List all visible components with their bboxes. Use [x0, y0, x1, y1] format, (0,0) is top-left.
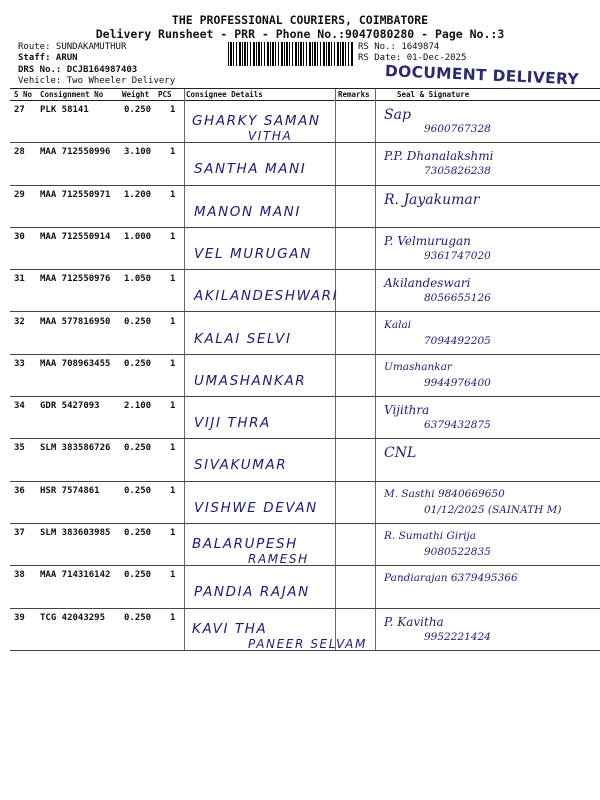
row-consignment-no: MAA 712550996 [40, 147, 111, 158]
row-signature: Kalai [384, 318, 412, 331]
row-signature-phone: 9944976400 [424, 376, 491, 389]
row-consignment-no: GDR 5427093 [40, 401, 100, 412]
row-pcs: 1 [170, 105, 176, 115]
table-row [0, 143, 600, 185]
row-signature-phone: 8056655126 [424, 292, 491, 305]
row-sno: 28 [14, 147, 25, 158]
row-consignee-name: UMASHANKAR [194, 372, 307, 389]
row-weight: 0.250 [124, 485, 152, 496]
row-weight: 0.250 [124, 105, 152, 115]
staff-label: Staff: ARUN [18, 53, 78, 63]
document-delivery-stamp: DOCUMENT DELIVERY [384, 62, 580, 89]
row-consignee-name-2: PANEER SELVAM [248, 636, 367, 651]
row-sno: 32 [14, 316, 25, 327]
col-sno: S No [14, 90, 33, 99]
table-row [0, 186, 600, 228]
row-pcs: 1 [170, 485, 176, 496]
row-divider [10, 650, 600, 651]
company-title: THE PROFESSIONAL COURIERS, COIMBATORE [171, 13, 429, 27]
row-signature: Vijithra [384, 403, 430, 418]
row-signature: P. Velmurugan [384, 233, 471, 248]
row-signature: R. Jayakumar [384, 191, 480, 208]
row-consignee-name: VISHWE DEVAN [194, 499, 318, 516]
row-consignment-no: MAA 577816950 [40, 316, 111, 327]
row-pcs: 1 [170, 316, 176, 327]
row-sno: 35 [14, 443, 25, 454]
table-row [0, 355, 600, 397]
row-consignment-no: SLM 383586726 [40, 443, 111, 454]
row-signature-phone: 9080522835 [424, 546, 491, 558]
row-weight: 1.200 [124, 189, 152, 200]
row-sno: 31 [14, 274, 25, 285]
row-consignee-name: BALARUPESH [192, 536, 298, 552]
row-weight: 1.050 [124, 274, 152, 285]
col-weight: Weight [122, 90, 150, 99]
row-signature: Umashankar [384, 360, 452, 373]
row-signature: P. Kavitha [384, 614, 444, 629]
row-weight: 0.250 [124, 443, 152, 454]
row-consignee-name: SIVAKUMAR [194, 457, 288, 474]
table-row [0, 101, 600, 143]
row-sno: 30 [14, 231, 25, 242]
row-consignee-name: MANON MANI [194, 203, 301, 220]
row-weight: 0.250 [124, 316, 152, 327]
table-row [0, 439, 600, 481]
row-consignment-no: SLM 383603985 [40, 528, 111, 538]
row-consignee-name: SANTHA MANI [194, 161, 307, 178]
row-signature: Sap [384, 107, 411, 123]
row-sno: 33 [14, 358, 25, 369]
row-signature-phone: 7094492205 [424, 334, 491, 347]
row-signature-phone: 7305826238 [424, 165, 491, 178]
row-signature-phone: 01/12/2025 (SAINATH M) [424, 503, 562, 516]
table-row [0, 566, 600, 608]
row-consignment-no: TCG 42043295 [40, 612, 106, 623]
row-consignee-name: PANDIA RAJAN [194, 584, 310, 601]
row-consignment-no: MAA 708963455 [40, 358, 111, 369]
row-sno: 39 [14, 612, 25, 623]
drs-number: DRS No.: DCJB164987403 [18, 65, 138, 75]
row-consignee-name: GHARKY SAMAN [192, 113, 321, 129]
table-row [0, 482, 600, 524]
col-pcs: PCS [158, 90, 172, 99]
row-signature: CNL [384, 445, 417, 462]
row-consignment-no: MAA 712550976 [40, 274, 111, 285]
row-pcs: 1 [170, 612, 176, 623]
row-weight: 2.100 [124, 401, 152, 412]
row-consignment-no: MAA 714316142 [40, 570, 111, 581]
row-sno: 36 [14, 485, 25, 496]
row-consignment-no: MAA 712550971 [40, 189, 111, 200]
row-signature-phone: 9361747020 [424, 249, 491, 262]
row-weight: 0.250 [124, 358, 152, 369]
row-pcs: 1 [170, 274, 176, 285]
row-sno: 29 [14, 189, 25, 200]
row-pcs: 1 [170, 231, 176, 242]
vehicle-label: Vehicle: Two Wheeler Delivery [18, 76, 176, 86]
row-weight: 0.250 [124, 570, 152, 581]
table-row [0, 270, 600, 312]
row-pcs: 1 [170, 570, 176, 581]
row-signature: M. Sasthi 9840669650 [384, 487, 505, 500]
col-consignment: Consignment No [40, 90, 104, 99]
row-signature: R. Sumathi Girija [384, 530, 477, 542]
row-pcs: 1 [170, 528, 176, 538]
table-row [0, 397, 600, 439]
row-weight: 0.250 [124, 612, 152, 623]
table-row [0, 609, 600, 651]
row-signature: Pandiarajan 6379495366 [384, 572, 518, 585]
row-pcs: 1 [170, 401, 176, 412]
row-consignee-name-2: VITHA [248, 129, 293, 143]
row-consignee-name: KALAI SELVI [194, 330, 292, 347]
runsheet-title: Delivery Runsheet - PRR - Phone No.:9047080280 - Page No.:3 [95, 27, 505, 41]
col-seal: Seal & Signature [397, 90, 470, 99]
row-signature: P.P. Dhanalakshmi [384, 149, 494, 164]
row-signature-phone: 9952221424 [424, 630, 491, 643]
rs-date: RS Date: 01-Dec-2025 [358, 53, 467, 63]
table-row [0, 313, 600, 355]
row-consignee-name: VEL MURUGAN [194, 245, 312, 262]
row-consignee-name: VIJI THRA [194, 415, 271, 432]
row-consignee-name: AKILANDESHWARI [194, 288, 339, 305]
row-sno: 34 [14, 401, 25, 412]
row-weight: 0.250 [124, 528, 152, 538]
row-pcs: 1 [170, 147, 176, 158]
row-signature-phone: 9600767328 [424, 123, 491, 135]
row-pcs: 1 [170, 358, 176, 369]
row-sno: 38 [14, 570, 25, 581]
row-consignment-no: MAA 712550914 [40, 231, 111, 242]
col-remarks: Remarks [338, 90, 370, 99]
row-sno: 27 [14, 105, 25, 115]
route-label: Route: SUNDAKAMUTHUR [18, 42, 127, 52]
barcode [228, 42, 354, 66]
row-consignee-name-2: RAMESH [248, 552, 309, 566]
row-consignment-no: HSR 7574861 [40, 485, 100, 496]
rs-number: RS No.: 1649874 [358, 42, 440, 52]
row-weight: 3.100 [124, 147, 152, 158]
row-signature-phone: 6379432875 [424, 419, 491, 432]
row-signature: Akilandeswari [384, 276, 471, 291]
table-row [0, 228, 600, 270]
row-consignee-name: KAVI THA [192, 620, 268, 637]
row-weight: 1.000 [124, 231, 152, 242]
row-consignment-no: PLK 58141 [40, 105, 89, 115]
col-consignee: Consignee Details [186, 90, 263, 99]
table-row [0, 524, 600, 566]
row-pcs: 1 [170, 443, 176, 454]
row-sno: 37 [14, 528, 25, 538]
row-pcs: 1 [170, 189, 176, 200]
header-top-rule [10, 88, 600, 89]
